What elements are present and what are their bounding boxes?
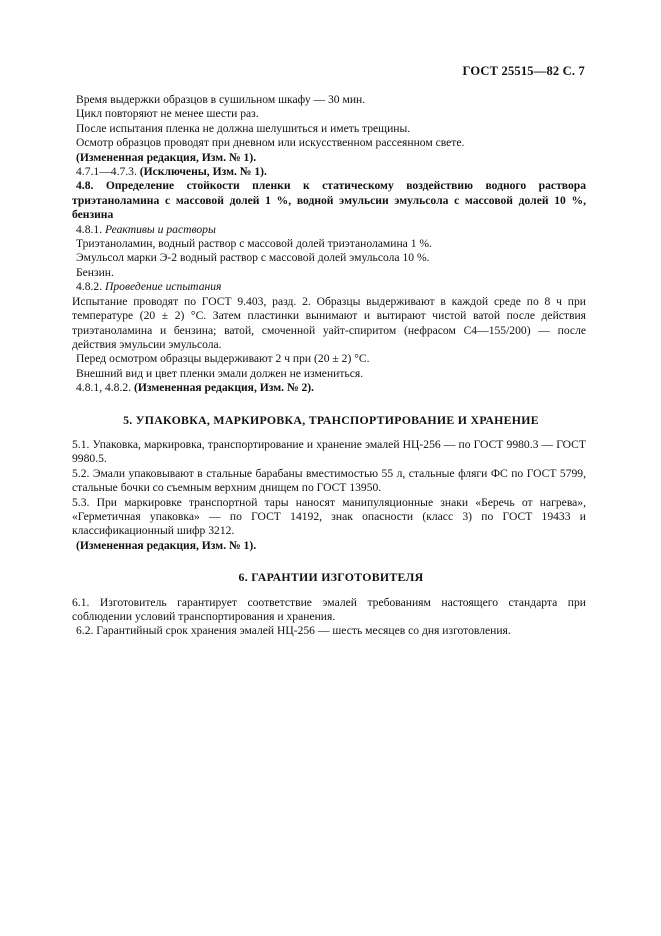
section-6-title: 6. ГАРАНТИИ ИЗГОТОВИТЕЛЯ bbox=[238, 570, 424, 585]
document-body bbox=[72, 93, 586, 639]
amendment-note-1: (Измененная редакция, Изм. № 1). bbox=[76, 150, 257, 164]
spacer bbox=[76, 396, 586, 413]
clause-6-2: 6.2. Гарантийный срок хранения эмалей НЦ-256 — шесть месяцев со дня изготовления. bbox=[76, 624, 511, 638]
spacer bbox=[76, 585, 586, 596]
pre-inspection-line: Перед осмотром образцы выдерживают 2 ч при (20 ± 2) °С. bbox=[76, 352, 370, 366]
page-header: ГОСТ 25515—82 С. 7 bbox=[462, 64, 585, 78]
spacer bbox=[76, 553, 586, 570]
clause-4-8-1-number: 4.8.1. bbox=[76, 222, 105, 236]
amendment-note-2-number: 4.8.1, 4.8.2. bbox=[76, 381, 134, 395]
inspection-line: Осмотр образцов проводят при дневном или искусственном рассеянном свете. bbox=[76, 136, 465, 150]
clause-4-8-2 bbox=[76, 280, 586, 294]
clause-4-8-2-number: 4.8.2. bbox=[76, 280, 105, 294]
section-5-title: 5. УПАКОВКА, МАРКИРОВКА, ТРАНСПОРТИРОВАНИЕ И ХРАНЕНИЕ bbox=[123, 412, 539, 427]
spacer bbox=[76, 427, 586, 438]
reagent-triethanolamine: Триэтаноламин, водный раствор с массовой долей триэтаноламина 1 %. bbox=[76, 237, 432, 251]
amendment-note-2-text: (Измененная редакция, Изм. № 2). bbox=[133, 381, 315, 395]
excluded-clauses-text: (Исключены, Изм. № 1). bbox=[139, 165, 267, 179]
appearance-line: Внешний вид и цвет пленки эмали должен не измениться. bbox=[76, 366, 364, 380]
excluded-clauses-number: 4.7.1—4.7.3. bbox=[76, 165, 140, 179]
clause-4-8-1-title: Реактивы и растворы bbox=[104, 222, 216, 236]
clause-5-1: 5.1. Упаковка, маркировка, транспортирование и хранение эмалей НЦ-256 — по ГОСТ 9980.3 — ГОСТ 9980.5. bbox=[72, 437, 586, 466]
amendment-note-3: (Измененная редакция, Изм. № 1). bbox=[76, 538, 257, 552]
clause-5-2: 5.2. Эмали упаковывают в стальные барабаны вместимостью 55 л, стальные фляги ФС по ГОСТ 5799, стальные бочки со съемным верхним днищем по ГОСТ 13950. bbox=[72, 466, 586, 495]
clause-6-1: 6.1. Изготовитель гарантирует соответствие эмалей требованиям настоящего стандарта при соблюдении условий транспортирования и хранения. bbox=[72, 595, 586, 623]
cycle-line: Цикл повторяют не менее шести раз. bbox=[76, 107, 259, 121]
clause-4-8-1 bbox=[76, 223, 586, 237]
clause-4-8-2-title: Проведение испытания bbox=[104, 280, 222, 294]
reagent-gasoline: Бензин. bbox=[76, 265, 114, 279]
clause-4-8-heading: 4.8. Определение стойкости пленки к статическому воздействию водного раствора триэтаноламина с массовой долей 1 %, водной эмульсии эмульсола с массовой долей 10 %, бензина bbox=[72, 179, 586, 222]
test-procedure-text: Испытание проводят по ГОСТ 9.403, разд. 2. Образцы выдерживают в каждой среде по 8 ч при температуре (20 ± 2) °С. Затем пластинки вынимают и вытирают чистой ватой после действия триэтаноламина и бензина; ватой, смоченной уайт-спиритом (нефрасом С4—155/200) — после действия эмульсии эмульсола. bbox=[72, 294, 586, 351]
after-test-line: После испытания пленка не должна шелушиться и иметь трещины. bbox=[76, 121, 411, 135]
drying-time-line: Время выдержки образцов в сушильном шкафу — 30 мин. bbox=[76, 93, 366, 106]
amendment-note-2 bbox=[76, 381, 586, 395]
excluded-clauses bbox=[76, 165, 586, 179]
reagent-emulsol: Эмульсол марки Э-2 водный раствор с массовой долей эмульсола 10 %. bbox=[76, 251, 430, 265]
clause-5-3: 5.3. При маркировке транспортной тары наносят манипуляционные знаки «Беречь от нагрева», «Герметичная упаковка» — по ГОСТ 14192, знак опасности (класс 3) по ГОСТ 19433 и классификационный шифр 3212. bbox=[72, 495, 586, 538]
